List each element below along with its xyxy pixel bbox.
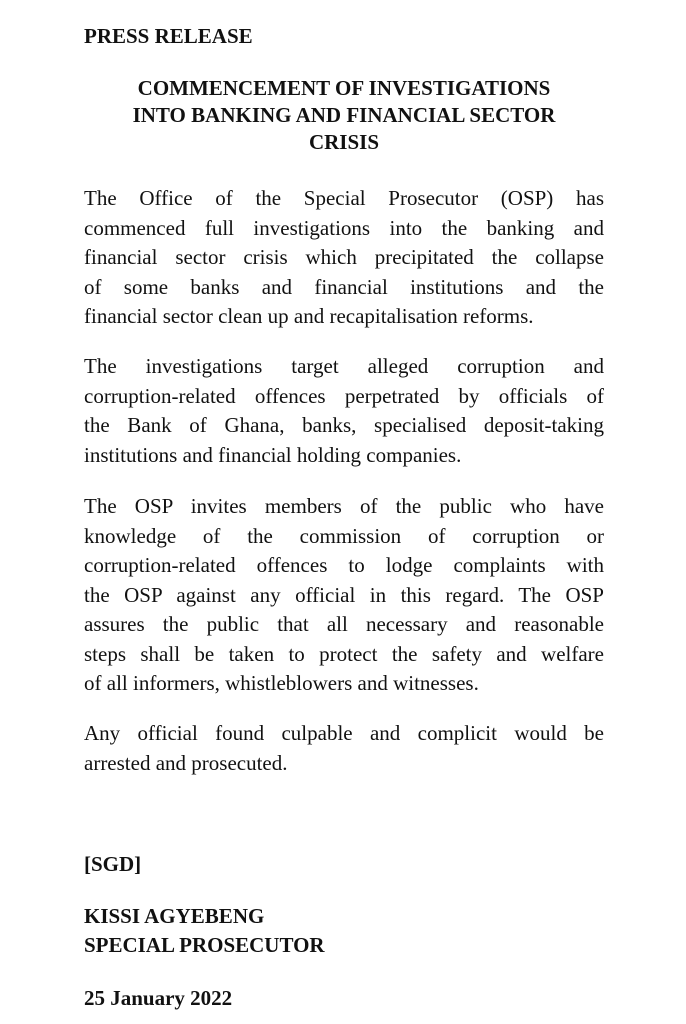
press-release-label: PRESS RELEASE	[84, 24, 253, 48]
release-date: 25 January 2022	[84, 986, 233, 1010]
paragraph-line: of some banks and financial institutions and the	[84, 274, 604, 299]
paragraph-line: The investigations target alleged corruption and	[84, 354, 604, 378]
paragraph-line: The Office of the Special Prosecutor (OSP) has	[84, 186, 604, 210]
paragraph-line: the OSP against any official in this regard. The OSP	[84, 582, 604, 607]
paragraph-line: assures the public that all necessary and reasonable	[84, 612, 604, 636]
title-line: CRISIS	[308, 130, 380, 154]
paragraph-line: The OSP invites members of the public who have	[84, 494, 604, 518]
title-line: INTO BANKING AND FINANCIAL SECTOR	[132, 103, 556, 127]
paragraph-line: Any official found culpable and complicit would be	[84, 721, 604, 745]
signatory-title: SPECIAL PROSECUTOR	[84, 933, 325, 957]
title-line: COMMENCEMENT OF INVESTIGATIONS	[137, 76, 551, 100]
paragraph-line: arrested and prosecuted.	[84, 750, 288, 775]
paragraph-line: financial sector crisis which precipitated the collapse	[84, 245, 604, 269]
paragraph-line: the Bank of Ghana, banks, specialised deposit-taking	[84, 413, 604, 437]
paragraph-line: knowledge of the commission of corruption or	[84, 523, 604, 548]
paragraph-line: of all informers, whistleblowers and witnesses.	[84, 671, 479, 695]
signature-mark: [SGD]	[84, 852, 142, 876]
document-title	[84, 75, 604, 156]
paragraph-public-invitation	[84, 492, 604, 699]
paragraph-investigation-commenced	[84, 184, 604, 332]
paragraph-prosecution-warning	[84, 719, 604, 778]
paragraph-line: commenced full investigations into the banking and	[84, 215, 604, 240]
paragraph-line: corruption-related offences to lodge complaints with	[84, 553, 604, 577]
paragraph-investigation-targets	[84, 352, 604, 470]
paragraph-line: corruption-related offences perpetrated by officials of	[84, 383, 604, 408]
paragraph-line: institutions and financial holding companies.	[84, 442, 462, 467]
paragraph-line: steps shall be taken to protect the safety and welfare	[84, 641, 604, 666]
signatory-name: KISSI AGYEBENG	[84, 904, 265, 928]
paragraph-line: financial sector clean up and recapitalisation reforms.	[84, 304, 534, 328]
